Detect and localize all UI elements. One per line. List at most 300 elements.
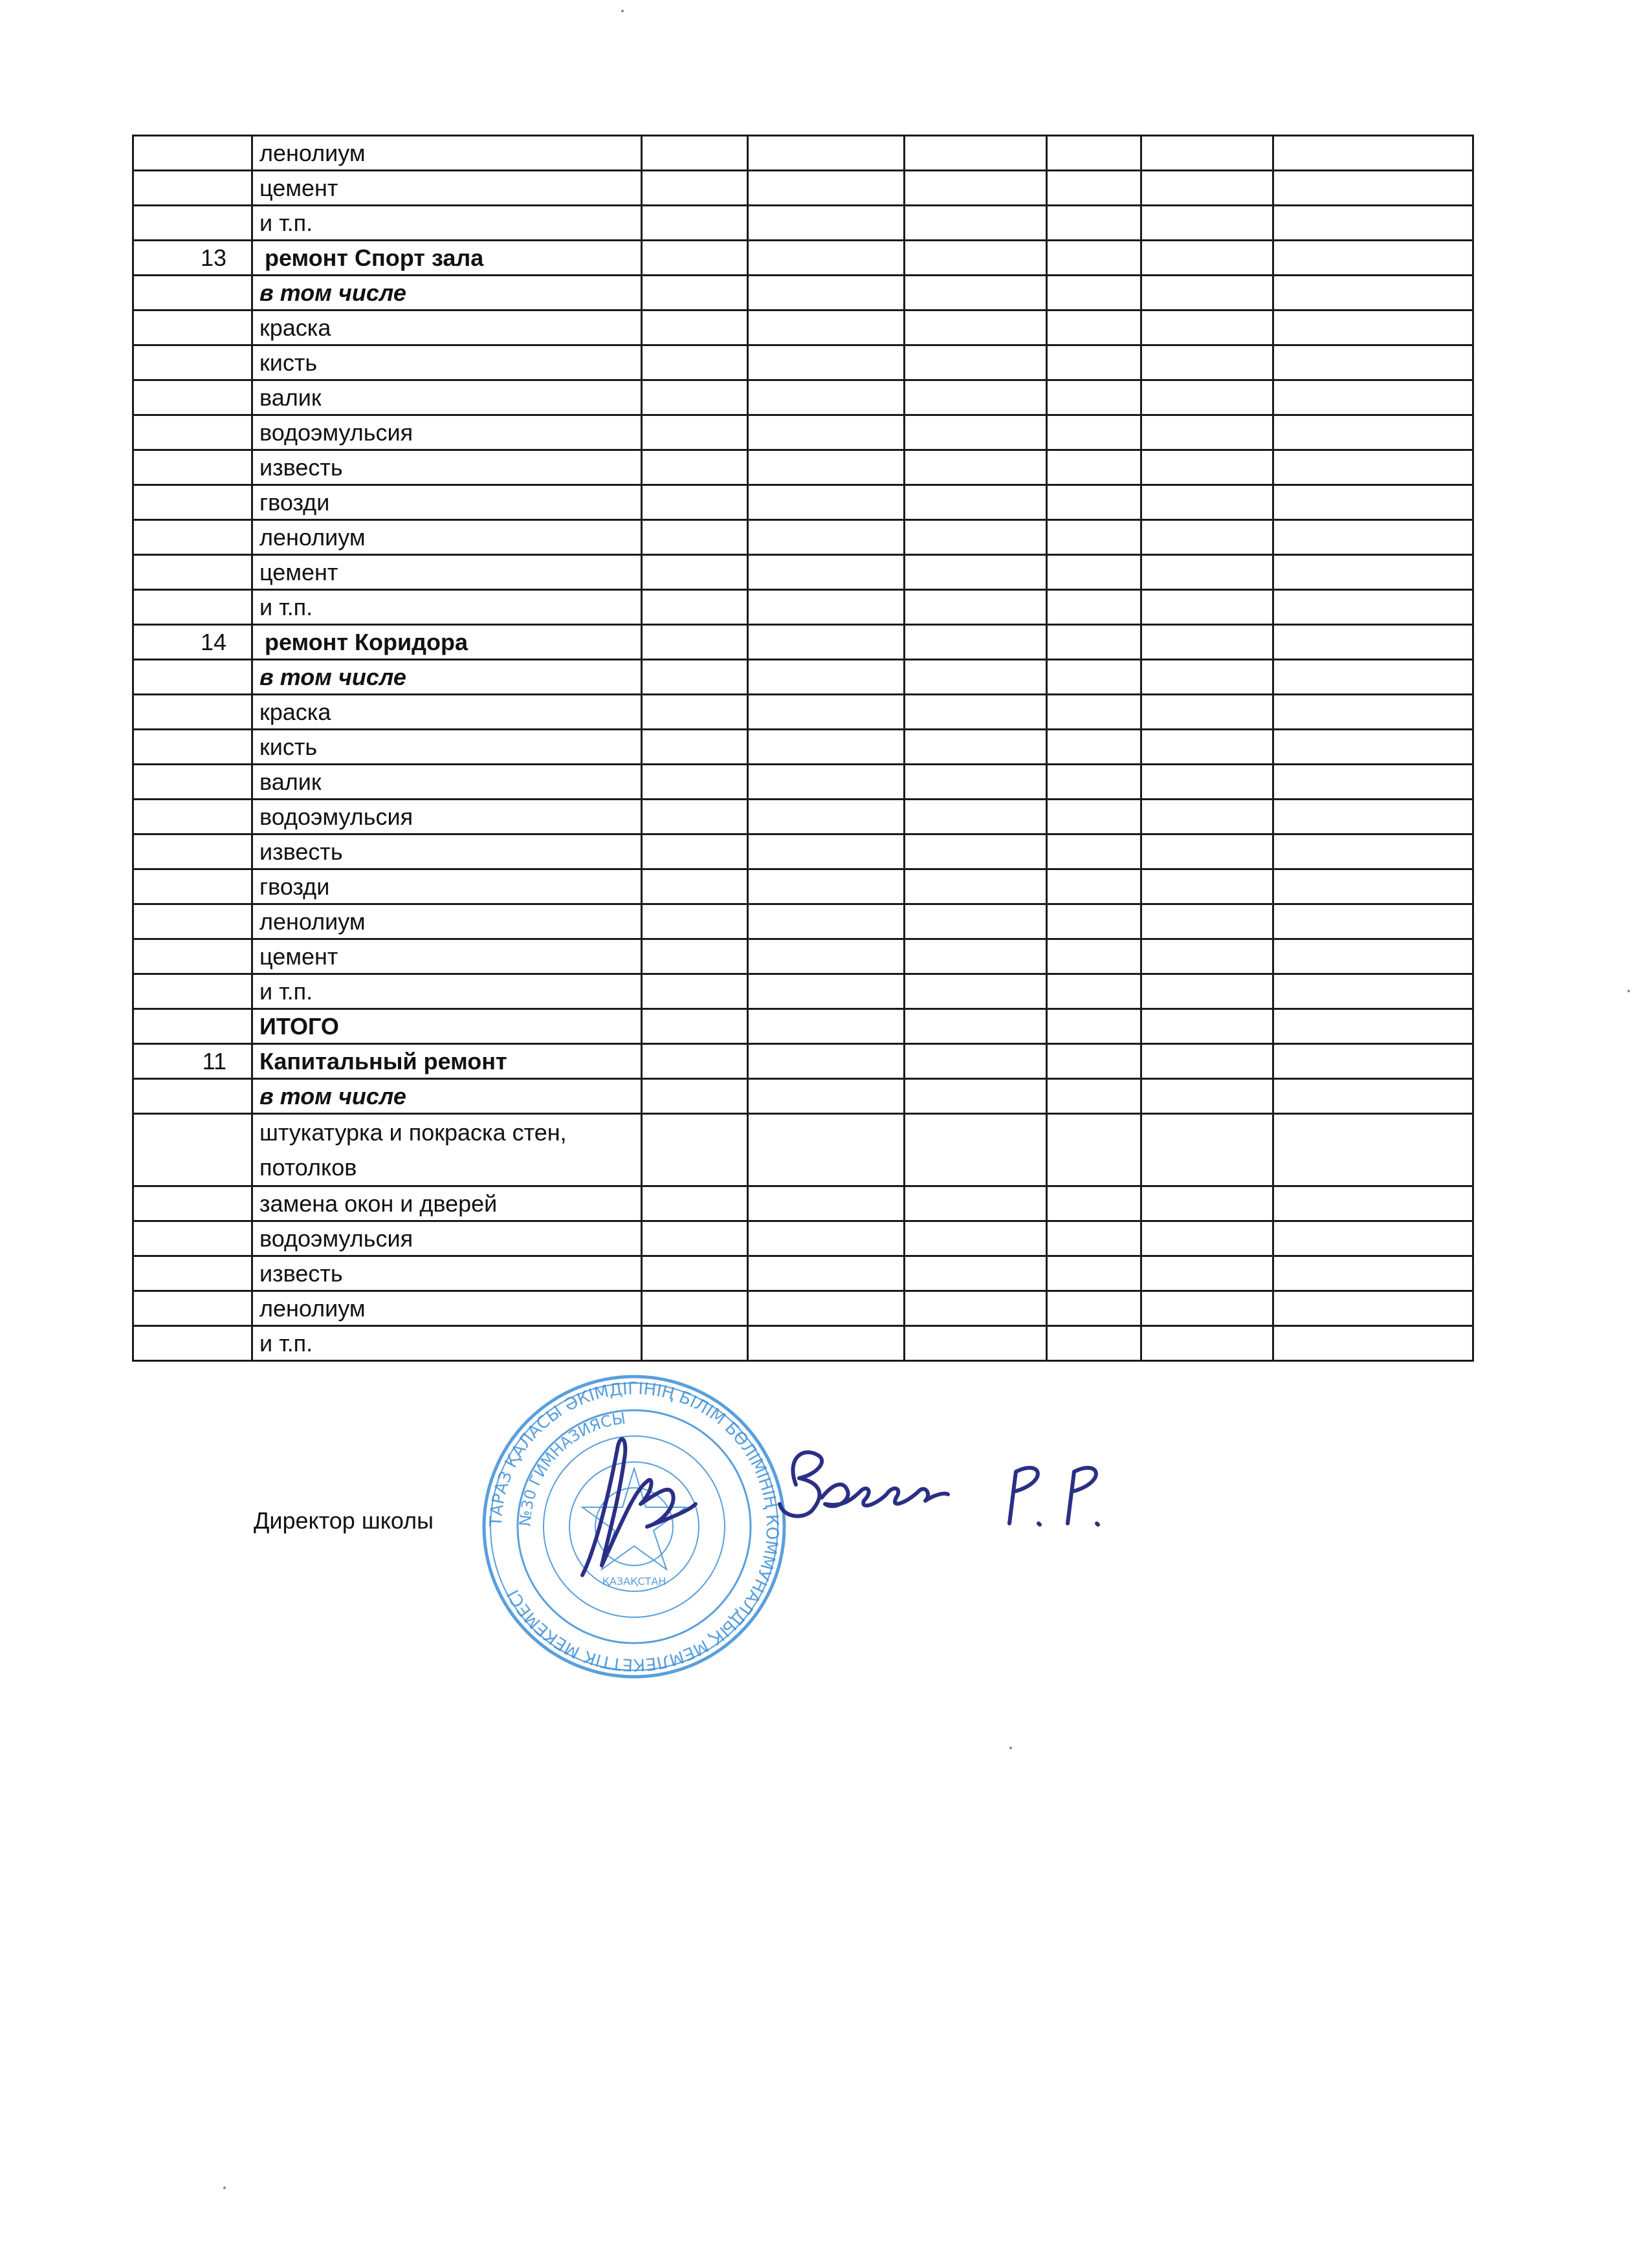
value-cell — [1141, 1221, 1273, 1256]
value-cell — [1273, 1221, 1473, 1256]
value-cell — [748, 276, 905, 311]
value-cell — [642, 1114, 748, 1186]
value-cell — [1047, 974, 1141, 1009]
value-cell — [1047, 939, 1141, 974]
item-name-cell: замена окон и дверей — [252, 1186, 642, 1221]
value-cell — [1047, 1114, 1141, 1186]
value-cell — [905, 800, 1047, 834]
value-cell — [905, 241, 1047, 276]
value-cell — [1047, 904, 1141, 939]
row-number-cell — [133, 660, 252, 695]
item-name-cell: в том числе — [252, 660, 642, 695]
table-row — [133, 904, 1473, 939]
value-cell — [905, 1326, 1047, 1361]
value-cell — [1047, 311, 1141, 345]
value-cell — [905, 730, 1047, 765]
value-cell — [1141, 590, 1273, 625]
value-cell — [1047, 1009, 1141, 1044]
value-cell — [642, 276, 748, 311]
value-cell — [748, 555, 905, 590]
value-cell — [748, 660, 905, 695]
table-row — [133, 1079, 1473, 1114]
value-cell — [1047, 345, 1141, 380]
row-number-cell — [133, 974, 252, 1009]
value-cell — [642, 1079, 748, 1114]
table-row — [133, 1256, 1473, 1291]
row-number-cell — [133, 1221, 252, 1256]
row-number-cell — [133, 450, 252, 485]
item-name-cell: ленолиум — [252, 136, 642, 171]
row-number-cell: 13 — [133, 241, 252, 276]
row-number-cell: 11 — [133, 1044, 252, 1079]
value-cell — [905, 1079, 1047, 1114]
value-cell — [642, 241, 748, 276]
row-number-cell — [133, 1291, 252, 1326]
value-cell — [642, 1256, 748, 1291]
value-cell — [748, 1326, 905, 1361]
value-cell — [1141, 311, 1273, 345]
estimate-table-body — [133, 136, 1473, 1361]
row-number-cell — [133, 730, 252, 765]
value-cell — [905, 904, 1047, 939]
row-number-cell — [133, 1256, 252, 1291]
value-cell — [748, 590, 905, 625]
row-number-cell — [133, 555, 252, 590]
value-cell — [1047, 450, 1141, 485]
value-cell — [1273, 380, 1473, 415]
director-label: Директор школы — [254, 1507, 434, 1534]
value-cell — [905, 171, 1047, 206]
value-cell — [642, 1221, 748, 1256]
value-cell — [1273, 241, 1473, 276]
value-cell — [1047, 276, 1141, 311]
value-cell — [1047, 1079, 1141, 1114]
row-number-cell — [133, 171, 252, 206]
table-row — [133, 171, 1473, 206]
value-cell — [1141, 765, 1273, 800]
scan-speck — [1627, 990, 1630, 992]
item-name-cell: штукатурка и покраска стен, потолков — [252, 1114, 642, 1186]
value-cell — [1141, 1326, 1273, 1361]
table-row — [133, 800, 1473, 834]
value-cell — [642, 974, 748, 1009]
value-cell — [642, 520, 748, 555]
table-row — [133, 1326, 1473, 1361]
item-name-cell: в том числе — [252, 1079, 642, 1114]
value-cell — [748, 171, 905, 206]
value-cell — [905, 1186, 1047, 1221]
value-cell — [748, 695, 905, 730]
value-cell — [748, 485, 905, 520]
item-name-cell: известь — [252, 1256, 642, 1291]
table-row — [133, 1009, 1473, 1044]
value-cell — [1047, 415, 1141, 450]
value-cell — [1047, 241, 1141, 276]
value-cell — [748, 974, 905, 1009]
value-cell — [1047, 171, 1141, 206]
value-cell — [1141, 555, 1273, 590]
value-cell — [1141, 415, 1273, 450]
value-cell — [1273, 1256, 1473, 1291]
value-cell — [1273, 1114, 1473, 1186]
value-cell — [1273, 520, 1473, 555]
value-cell — [1141, 345, 1273, 380]
value-cell — [1141, 276, 1273, 311]
value-cell — [1273, 625, 1473, 660]
value-cell — [1273, 765, 1473, 800]
value-cell — [642, 415, 748, 450]
value-cell — [1047, 869, 1141, 904]
value-cell — [1047, 1326, 1141, 1361]
item-name-cell: валик — [252, 765, 642, 800]
value-cell — [905, 869, 1047, 904]
value-cell — [1047, 1044, 1141, 1079]
table-row — [133, 276, 1473, 311]
value-cell — [1141, 1009, 1273, 1044]
value-cell — [748, 625, 905, 660]
value-cell — [1141, 939, 1273, 974]
item-name-cell: ленолиум — [252, 520, 642, 555]
row-number-cell — [133, 485, 252, 520]
item-name-cell: кисть — [252, 730, 642, 765]
value-cell — [748, 136, 905, 171]
value-cell — [748, 730, 905, 765]
value-cell — [748, 1114, 905, 1186]
value-cell — [1141, 520, 1273, 555]
value-cell — [748, 1044, 905, 1079]
item-name-cell: ленолиум — [252, 904, 642, 939]
value-cell — [1141, 241, 1273, 276]
value-cell — [1047, 590, 1141, 625]
value-cell — [642, 1009, 748, 1044]
table-row — [133, 555, 1473, 590]
row-number-cell — [133, 904, 252, 939]
item-name-cell: краска — [252, 695, 642, 730]
table-row — [133, 1114, 1473, 1186]
value-cell — [1141, 625, 1273, 660]
item-name-cell: и т.п. — [252, 590, 642, 625]
value-cell — [1273, 590, 1473, 625]
value-cell — [642, 834, 748, 869]
value-cell — [905, 485, 1047, 520]
value-cell — [1273, 1326, 1473, 1361]
value-cell — [1141, 1044, 1273, 1079]
value-cell — [905, 834, 1047, 869]
value-cell — [905, 276, 1047, 311]
value-cell — [748, 520, 905, 555]
value-cell — [1141, 660, 1273, 695]
value-cell — [748, 1221, 905, 1256]
value-cell — [748, 765, 905, 800]
table-row — [133, 730, 1473, 765]
value-cell — [1273, 939, 1473, 974]
value-cell — [1273, 450, 1473, 485]
table-row — [133, 136, 1473, 171]
item-name-cell: кисть — [252, 345, 642, 380]
value-cell — [748, 311, 905, 345]
value-cell — [1141, 834, 1273, 869]
value-cell — [1141, 695, 1273, 730]
table-row — [133, 869, 1473, 904]
value-cell — [642, 869, 748, 904]
value-cell — [748, 1256, 905, 1291]
item-name-cell: цемент — [252, 555, 642, 590]
value-cell — [642, 1291, 748, 1326]
value-cell — [905, 1009, 1047, 1044]
value-cell — [642, 485, 748, 520]
item-name-cell: известь — [252, 450, 642, 485]
value-cell — [1273, 695, 1473, 730]
estimate-table — [132, 135, 1474, 1362]
value-cell — [1273, 1079, 1473, 1114]
value-cell — [1047, 136, 1141, 171]
value-cell — [905, 520, 1047, 555]
value-cell — [642, 660, 748, 695]
item-name-cell: ИТОГО — [252, 1009, 642, 1044]
seal-center-text: ҚАЗАҚСТАН — [602, 1575, 666, 1587]
value-cell — [748, 206, 905, 241]
item-name-cell: водоэмульсия — [252, 800, 642, 834]
value-cell — [642, 380, 748, 415]
value-cell — [748, 869, 905, 904]
value-cell — [1273, 834, 1473, 869]
value-cell — [748, 1079, 905, 1114]
value-cell — [642, 1186, 748, 1221]
seal-outer-text: ТАРАЗ ҚАЛАСЫ ӘКІМДІГІНІҢ БІЛІМ БӨЛІМІНІҢ КОММУНАЛДЫҚ МЕМЛЕКЕТТІК МЕКЕМЕСІ — [486, 1379, 782, 1675]
value-cell — [642, 311, 748, 345]
value-cell — [1141, 136, 1273, 171]
value-cell — [1141, 869, 1273, 904]
value-cell — [1273, 730, 1473, 765]
value-cell — [1141, 1291, 1273, 1326]
value-cell — [1141, 1186, 1273, 1221]
row-number-cell — [133, 1009, 252, 1044]
table-row — [133, 695, 1473, 730]
value-cell — [1047, 625, 1141, 660]
value-cell — [905, 136, 1047, 171]
row-number-cell — [133, 1079, 252, 1114]
value-cell — [905, 625, 1047, 660]
table-row — [133, 974, 1473, 1009]
value-cell — [642, 590, 748, 625]
row-number-cell — [133, 345, 252, 380]
value-cell — [748, 450, 905, 485]
value-cell — [905, 765, 1047, 800]
row-number-cell — [133, 695, 252, 730]
item-name-cell: Капитальный ремонт — [252, 1044, 642, 1079]
table-row — [133, 590, 1473, 625]
value-cell — [1273, 345, 1473, 380]
value-cell — [748, 800, 905, 834]
row-number-cell — [133, 800, 252, 834]
row-number-cell — [133, 765, 252, 800]
value-cell — [1047, 1291, 1141, 1326]
item-name-cell: ленолиум — [252, 1291, 642, 1326]
row-number-cell: 14 — [133, 625, 252, 660]
table-row — [133, 206, 1473, 241]
value-cell — [1047, 485, 1141, 520]
table-row — [133, 1186, 1473, 1221]
item-name-cell: и т.п. — [252, 206, 642, 241]
value-cell — [748, 380, 905, 415]
value-cell — [642, 904, 748, 939]
value-cell — [905, 1114, 1047, 1186]
value-cell — [748, 834, 905, 869]
item-name-cell: и т.п. — [252, 974, 642, 1009]
value-cell — [1141, 206, 1273, 241]
value-cell — [1273, 136, 1473, 171]
value-cell — [748, 1291, 905, 1326]
value-cell — [1141, 450, 1273, 485]
value-cell — [905, 695, 1047, 730]
value-cell — [1273, 1009, 1473, 1044]
value-cell — [1273, 555, 1473, 590]
item-name-cell: цемент — [252, 939, 642, 974]
item-name-cell: краска — [252, 311, 642, 345]
row-number-cell — [133, 1114, 252, 1186]
value-cell — [905, 311, 1047, 345]
item-name-cell: в том числе — [252, 276, 642, 311]
value-cell — [1047, 660, 1141, 695]
value-cell — [1047, 1221, 1141, 1256]
value-cell — [748, 1009, 905, 1044]
row-number-cell — [133, 939, 252, 974]
value-cell — [1273, 276, 1473, 311]
value-cell — [642, 555, 748, 590]
value-cell — [1141, 1114, 1273, 1186]
value-cell — [1047, 1256, 1141, 1291]
value-cell — [905, 450, 1047, 485]
value-cell — [905, 1291, 1047, 1326]
value-cell — [905, 380, 1047, 415]
value-cell — [1273, 869, 1473, 904]
row-number-cell — [133, 1326, 252, 1361]
value-cell — [642, 1326, 748, 1361]
value-cell — [1273, 311, 1473, 345]
scan-speck — [223, 2186, 226, 2189]
value-cell — [1141, 380, 1273, 415]
value-cell — [1273, 1044, 1473, 1079]
value-cell — [1047, 380, 1141, 415]
row-number-cell — [133, 206, 252, 241]
value-cell — [748, 904, 905, 939]
value-cell — [642, 136, 748, 171]
value-cell — [1141, 485, 1273, 520]
value-cell — [642, 345, 748, 380]
item-name-cell: водоэмульсия — [252, 415, 642, 450]
value-cell — [905, 660, 1047, 695]
value-cell — [1141, 1079, 1273, 1114]
value-cell — [642, 939, 748, 974]
table-row — [133, 345, 1473, 380]
value-cell — [748, 939, 905, 974]
table-row — [133, 520, 1473, 555]
value-cell — [642, 765, 748, 800]
row-number-cell — [133, 834, 252, 869]
scan-speck — [621, 10, 624, 12]
table-row — [133, 485, 1473, 520]
table-row — [133, 765, 1473, 800]
value-cell — [905, 590, 1047, 625]
item-name-cell: цемент — [252, 171, 642, 206]
value-cell — [1047, 800, 1141, 834]
value-cell — [1047, 695, 1141, 730]
row-number-cell — [133, 1186, 252, 1221]
table-row — [133, 625, 1473, 660]
item-name-cell: валик — [252, 380, 642, 415]
scan-speck — [1009, 1747, 1012, 1749]
value-cell — [1273, 1291, 1473, 1326]
value-cell — [1047, 834, 1141, 869]
table-row — [133, 311, 1473, 345]
value-cell — [748, 415, 905, 450]
row-number-cell — [133, 415, 252, 450]
value-cell — [905, 939, 1047, 974]
value-cell — [642, 206, 748, 241]
table-row — [133, 834, 1473, 869]
seal-inner-text: №30 ГИМНАЗИЯСЫ — [516, 1409, 627, 1527]
item-name-cell: гвозди — [252, 485, 642, 520]
value-cell — [748, 241, 905, 276]
value-cell — [642, 171, 748, 206]
value-cell — [1141, 171, 1273, 206]
value-cell — [1047, 730, 1141, 765]
value-cell — [1047, 765, 1141, 800]
director-signature — [556, 1420, 1126, 1588]
value-cell — [1273, 974, 1473, 1009]
value-cell — [905, 415, 1047, 450]
item-name-cell: водоэмульсия — [252, 1221, 642, 1256]
value-cell — [905, 974, 1047, 1009]
value-cell — [642, 695, 748, 730]
value-cell — [642, 625, 748, 660]
value-cell — [748, 345, 905, 380]
row-number-cell — [133, 276, 252, 311]
row-number-cell — [133, 136, 252, 171]
table-row — [133, 1044, 1473, 1079]
value-cell — [1273, 1186, 1473, 1221]
table-row — [133, 415, 1473, 450]
row-number-cell — [133, 380, 252, 415]
row-number-cell — [133, 520, 252, 555]
table-row — [133, 939, 1473, 974]
value-cell — [905, 1044, 1047, 1079]
value-cell — [1047, 555, 1141, 590]
item-name-cell: ремонт Спорт зала — [252, 241, 642, 276]
value-cell — [905, 1256, 1047, 1291]
value-cell — [642, 1044, 748, 1079]
value-cell — [1273, 660, 1473, 695]
value-cell — [642, 730, 748, 765]
value-cell — [1141, 730, 1273, 765]
table-row — [133, 450, 1473, 485]
value-cell — [1047, 520, 1141, 555]
value-cell — [1141, 800, 1273, 834]
table-row — [133, 380, 1473, 415]
item-name-cell: известь — [252, 834, 642, 869]
row-number-cell — [133, 869, 252, 904]
table-row — [133, 241, 1473, 276]
table-row — [133, 1221, 1473, 1256]
value-cell — [1273, 800, 1473, 834]
value-cell — [1273, 904, 1473, 939]
value-cell — [1141, 1256, 1273, 1291]
item-name-cell: и т.п. — [252, 1326, 642, 1361]
value-cell — [1273, 171, 1473, 206]
value-cell — [905, 345, 1047, 380]
item-name-cell: гвозди — [252, 869, 642, 904]
value-cell — [1273, 206, 1473, 241]
